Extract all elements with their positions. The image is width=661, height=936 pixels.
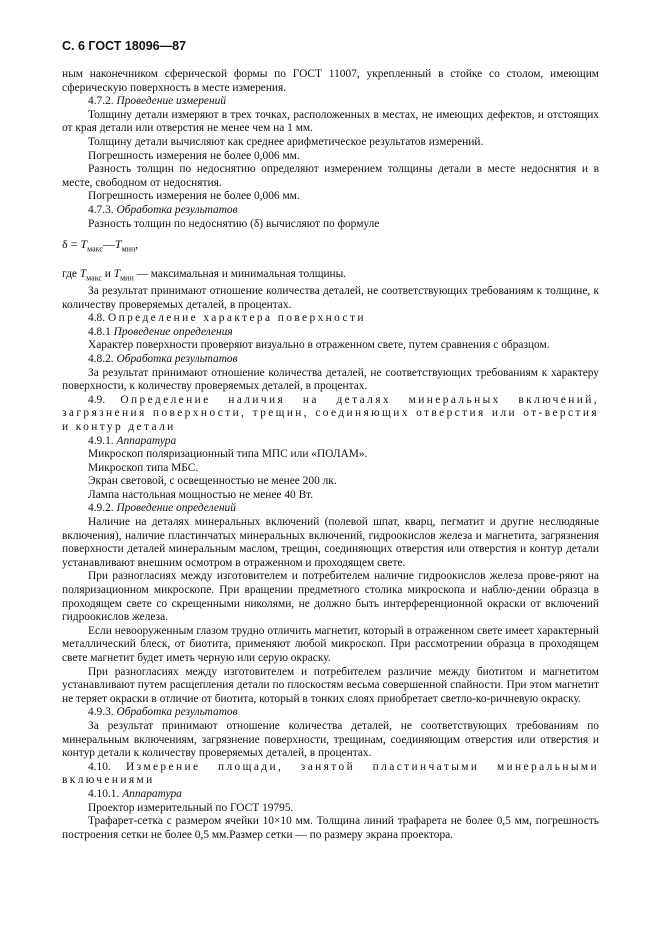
paragraph: Если невооруженным глазом трудно отличить магнетит, который в отраженном свете имеет характерный металлический блеск, от биотита, применяют любой микроскоп. При рассмотрении образца в проходящем свете магнетит будет иметь черную или серую окраску. (62, 624, 599, 665)
paragraph: Микроскоп поляризационный типа МПС или «ПОЛАМ». (88, 448, 368, 461)
section-number: 4.8.1 (88, 325, 111, 338)
paragraph: Характер поверхности проверяют визуально в отраженном свете, путем сравнения с образцом. (88, 339, 550, 352)
paragraph: Экран световой, с освещенностью не менее 200 лк. (88, 475, 337, 488)
paragraph: Погрешность измерения не более 0,006 мм. (88, 190, 300, 203)
section-heading-4-9 (62, 394, 599, 435)
section-heading-4-9-3 (62, 706, 599, 720)
section-number: 4.10. (88, 760, 111, 773)
paragraph: Проектор измерительный по ГОСТ 19795. (88, 801, 294, 814)
section-number: 4.8.2. (88, 352, 114, 365)
section-heading-4-7-3 (62, 204, 599, 218)
paragraph: Трафарет-сетка с размером ячейки 10×10 мм. Толщина линий трафарета не более 0,5 мм, погрешность построения сетки не более 0,5 мм.Размер сетки — по размеру экрана проектора. (62, 815, 599, 841)
paragraph: Разность толщин по недоснятию определяют измерением толщины детали в месте недоснятия и в месте, свободном от недоснятия. (62, 163, 599, 189)
paragraph: Толщину детали измеряют в трех точках, расположенных в местах, не имеющих дефектов, и отстоящих от края детали или отверстия не менее чем на 1 мм. (62, 108, 599, 135)
paragraph: Лампа настольная мощностью не менее 40 Вт. (88, 488, 314, 501)
section-title: Обработка результатов (116, 706, 238, 719)
section-title: Определение характера поверхности (107, 312, 366, 325)
section-number: 4.9.2. (88, 502, 114, 515)
paragraph: Наличие на деталях минеральных включений (полевой шпат, кварц, пегматит и другие неслюдяные включения), наличие пластинчатых минеральных включений, гидроокислов железа и магнетита, загрязнения поверхности деталей минеральным маслом, трещин, соединяющих отверстия или отверстия и контур детали устанавливают внешним осмотром в отраженном и проходящем свете. (62, 516, 599, 569)
paragraph: За результат принимают отношение количества деталей, не соответствующих требованиям к толщине, к количеству проверяемых деталей, в процентах. (62, 284, 599, 311)
section-number: 4.7.2. (88, 95, 114, 108)
section-heading-4-8-1 (62, 326, 599, 340)
section-title: Обработка результатов (116, 352, 238, 365)
section-number: 4.10.1. (88, 787, 120, 800)
section-heading-4-7-2 (62, 95, 599, 109)
section-title: Проведение определений (116, 502, 236, 515)
page-header: С. 6 ГОСТ 18096—87 (62, 39, 187, 53)
section-number: 4.9. (88, 393, 106, 406)
section-title: Аппаратура (116, 434, 177, 447)
section-number: 4.7.3. (88, 203, 114, 216)
paragraph: Толщину детали вычисляют как среднее арифметическое результатов измерений. (88, 135, 484, 148)
section-number: 4.8. (88, 312, 106, 325)
section-title: Проведение определения (113, 325, 233, 338)
section-title: Проведение измерений (116, 95, 227, 108)
section-title: Измерение площади, занятой пластинчатыми минеральными включениями (62, 760, 599, 787)
section-heading-4-10-1 (62, 788, 599, 802)
paragraph: Погрешность измерения не более 0,006 мм. (88, 149, 300, 162)
paragraph: При разногласиях между изготовителем и потребителем наличие гидроокислов железа прове-ряют на поляризационном микроскопе. При вращении предметного столика микроскопа и наблю-дении образца в проходящем свете со скрещенными николями, не должно быть интерференционной окраски от включений гидроокислов железа. (62, 570, 599, 624)
section-heading-4-8-2 (62, 353, 599, 367)
section-heading-4-8 (62, 312, 599, 326)
section-title: Определение наличия на деталях минеральных включений, загрязнения поверхности, трещин, соединяющих отверстия или от-верстия и контур детали (62, 393, 599, 433)
section-heading-4-9-1 (62, 435, 599, 449)
section-heading-4-10 (62, 761, 599, 788)
formula: $\delta = T_{макс}—T_{мин}$, (62, 237, 139, 254)
section-number: 4.9.1. (88, 434, 114, 447)
paragraph: За результат принимают отношение количества деталей, не соответствующих требованиям к характеру поверхности, к количеству проверяемых деталей, в процентах. (62, 366, 599, 393)
paragraph: За результат принимают отношение количества деталей, не соответствующих требованиям по минеральным включениям, загрязнение поверхности, трещинам, соединяющим отверстия или отверстия и контур детали к количеству проверяемых деталей, в процентах. (62, 719, 599, 760)
document-body (62, 68, 599, 842)
paragraph: При разногласиях между изготовителем и потребителем различие между биотитом и магнетитом устанавливают путем расщепления детали по плоскостям весьма совершенной спайности. При этом магнетит не теряет окраски в отличие от биотита, который в тонких слоях приобретает светло-ко-ричневую окраску. (62, 665, 599, 705)
section-title: Аппаратура (122, 787, 182, 800)
paragraph: Разность толщин по недоснятию (δ) вычисляют по формуле (88, 217, 380, 230)
formula-explanation: где $T_{макс}$ и $T_{мин}$ — максимальная и минимальная толщины. (62, 268, 347, 283)
paragraph: ным наконечником сферической формы по ГОСТ 11007, укрепленный в стойке со столом, имеющим сферическую поверхность в месте измерения. (62, 68, 599, 94)
section-number: 4.9.3. (88, 706, 114, 719)
section-title: Обработка результатов (116, 203, 238, 216)
paragraph: Микроскоп типа МБС. (88, 461, 199, 474)
section-heading-4-9-2 (62, 502, 599, 516)
